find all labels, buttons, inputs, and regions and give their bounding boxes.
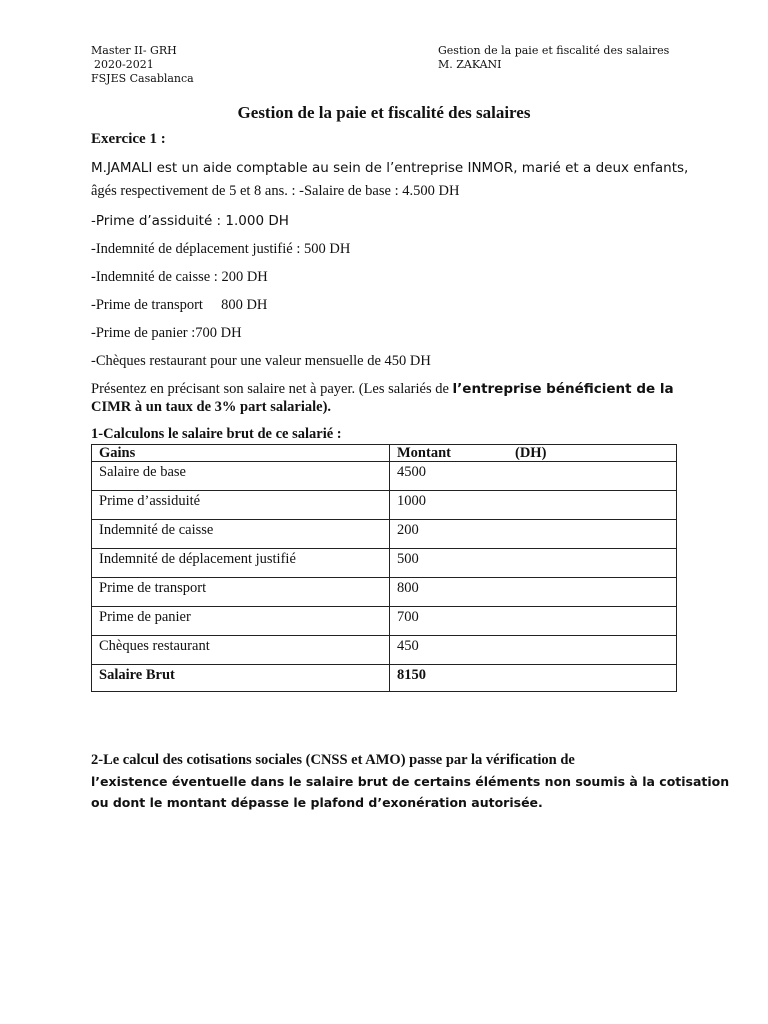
- header-right: [438, 44, 669, 72]
- header-montant: Montant (DH): [390, 445, 677, 462]
- item-caisse: -Indemnité de caisse : 200 DH: [91, 269, 268, 285]
- q2-line-1: 2-Le calcul des cotisations sociales (CNSS et AMO) passe par la vérification de: [91, 752, 575, 768]
- table-row: [92, 636, 677, 665]
- cell-label: Salaire de base: [92, 462, 390, 491]
- table-row: [92, 607, 677, 636]
- table-row: [92, 491, 677, 520]
- q1-heading: 1-Calculons le salaire brut de ce salarié :: [91, 426, 342, 442]
- table-total-row: [92, 665, 677, 692]
- header-course: Gestion de la paie et fiscalité des salaires: [438, 44, 670, 57]
- item-prime-assiduite: -Prime d’assiduité : 1.000 DH: [91, 213, 289, 229]
- table-row: [92, 549, 677, 578]
- cell-label: Indemnité de caisse: [92, 520, 390, 549]
- page-title: Gestion de la paie et fiscalité des salaires: [237, 103, 531, 122]
- exercise-heading: Exercice 1 :: [91, 131, 166, 147]
- item-deplacement: -Indemnité de déplacement justifié : 500 DH: [91, 241, 351, 257]
- intro-line-1: M.JAMALI est un aide comptable au sein de l’entreprise INMOR, marié et a deux enfants,: [91, 160, 689, 176]
- table-row: [92, 462, 677, 491]
- header-unit: (DH): [514, 445, 547, 461]
- cell-amount: 1000: [390, 491, 677, 520]
- cell-amount: 500: [390, 549, 677, 578]
- header-left: [91, 44, 194, 86]
- table-row: [92, 578, 677, 607]
- cell-label: Prime d’assiduité: [92, 491, 390, 520]
- item-cheques: -Chèques restaurant pour une valeur mensuelle de 450 DH: [91, 353, 431, 369]
- intro-line-2: âgés respectivement de 5 et 8 ans. : -Salaire de base : 4.500 DH: [91, 183, 460, 199]
- question-line-2: CIMR à un taux de 3% part salariale).: [91, 399, 332, 415]
- table-row: [92, 520, 677, 549]
- cell-label: Indemnité de déplacement justifié: [92, 549, 390, 578]
- header-year: 2020-2021: [94, 58, 154, 71]
- header-faculty: FSJES Casablanca: [91, 72, 194, 85]
- total-value: 8150: [390, 665, 677, 692]
- question-text: Présentez en précisant son salaire net à payer. (Les salariés de: [91, 381, 453, 397]
- salary-table: [91, 444, 677, 692]
- q2-paragraph: [91, 750, 729, 813]
- total-label: Salaire Brut: [92, 665, 390, 692]
- cell-amount: 200: [390, 520, 677, 549]
- item-transport: -Prime de transport 800 DH: [91, 297, 268, 313]
- cell-amount: 700: [390, 607, 677, 636]
- cell-label: Chèques restaurant: [92, 636, 390, 665]
- header-gains: Gains: [92, 445, 390, 462]
- header-program: Master II- GRH: [91, 44, 177, 57]
- cell-label: Prime de transport: [92, 578, 390, 607]
- cell-amount: 800: [390, 578, 677, 607]
- question-line-1: [91, 381, 674, 398]
- header-teacher: M. ZAKANI: [438, 58, 502, 71]
- q2-line-2: l’existence éventuelle dans le salaire brut de certains éléments non soumis à la cotisation: [91, 774, 730, 789]
- table-header-row: [92, 445, 677, 462]
- cell-amount: 4500: [390, 462, 677, 491]
- cell-amount: 450: [390, 636, 677, 665]
- question-emphasis: l’entreprise bénéficient de la: [452, 381, 674, 397]
- q2-line-3: ou dont le montant dépasse le plafond d’exonération autorisée.: [91, 795, 543, 810]
- cell-label: Prime de panier: [92, 607, 390, 636]
- item-panier: -Prime de panier :700 DH: [91, 325, 242, 341]
